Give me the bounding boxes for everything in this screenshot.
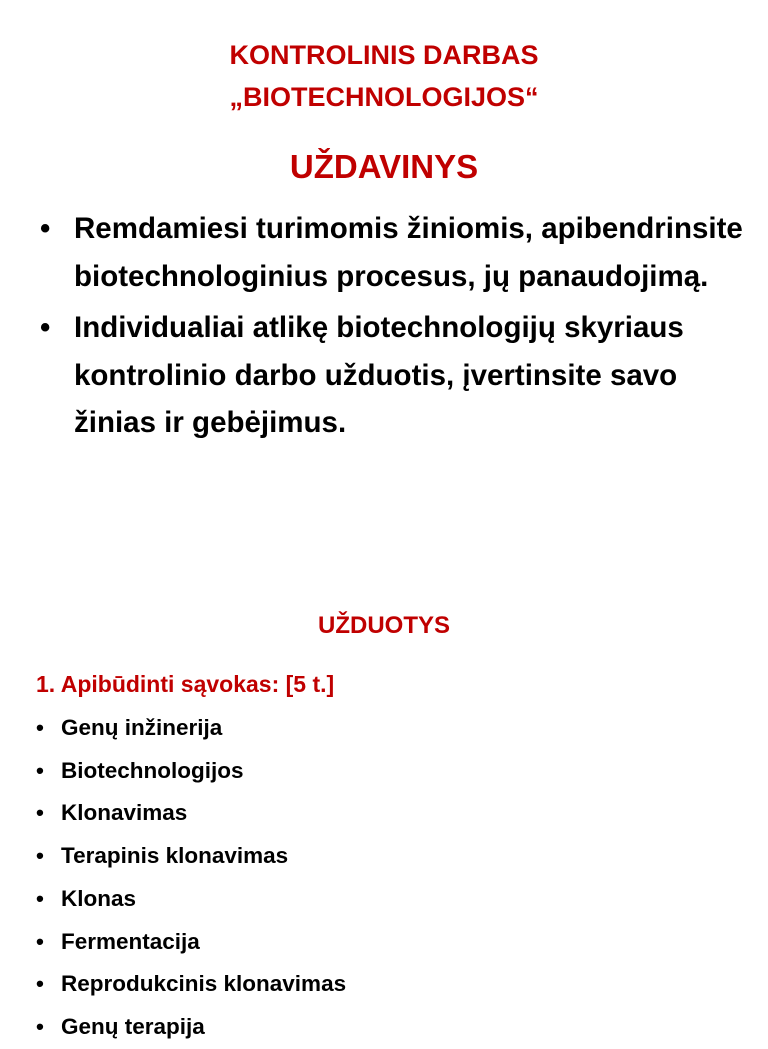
- bullet-icon: •: [36, 971, 44, 997]
- bullet-icon: •: [40, 212, 51, 245]
- concept-item: [36, 878, 346, 921]
- slide-title-line2: „BIOTECHNOLOGIJOS“: [229, 82, 539, 112]
- concept-text: Genų terapija: [61, 1013, 205, 1039]
- slide-tasks: [0, 576, 768, 1039]
- concept-text: Biotechnologijos: [61, 757, 244, 783]
- concept-item: [36, 707, 346, 750]
- concepts-list: [36, 707, 346, 1049]
- bullet-icon: •: [36, 885, 44, 911]
- concept-item: [36, 792, 346, 835]
- concept-item: [36, 963, 346, 1006]
- concept-text: Reprodukcinis klonavimas: [61, 971, 347, 997]
- bullet-icon: •: [40, 311, 51, 344]
- task-title: 1. Apibūdinti sąvokas: [5 t.]: [36, 671, 335, 697]
- bullet-icon: •: [36, 928, 44, 954]
- concept-text: Klonas: [61, 885, 137, 911]
- objectives-heading: UŽDAVINYS: [289, 148, 479, 185]
- concept-text: Terapinis klonavimas: [61, 843, 289, 869]
- bullet-icon: •: [36, 757, 44, 783]
- concept-text: Klonavimas: [61, 800, 188, 826]
- concept-item: [36, 750, 346, 793]
- concept-item: [36, 921, 346, 964]
- concept-text: Genų inžinerija: [61, 715, 223, 740]
- objective-text: Remdamiesi turimomis žiniomis, apibendrinsite biotechnologinius procesus, jų panaudojimą.: [74, 212, 743, 293]
- objective-item: [40, 304, 760, 447]
- concept-item: [36, 835, 346, 878]
- slide-title-line1: KONTROLINIS DARBAS: [229, 40, 539, 70]
- concept-item: [36, 1006, 346, 1049]
- objective-text: Individualiai atlikę biotechnologijų skyriaus kontrolinio darbo užduotis, įvertinsite savo žinias ir gebėjimus.: [74, 311, 684, 439]
- objective-item: [40, 205, 760, 300]
- bullet-icon: •: [36, 1013, 44, 1039]
- bullet-icon: •: [36, 800, 44, 826]
- bullet-icon: •: [36, 715, 44, 740]
- bullet-icon: •: [36, 843, 44, 869]
- objectives-list: [40, 205, 760, 451]
- concept-text: Fermentacija: [61, 928, 200, 954]
- tasks-heading: UŽDUOTYS: [318, 612, 450, 639]
